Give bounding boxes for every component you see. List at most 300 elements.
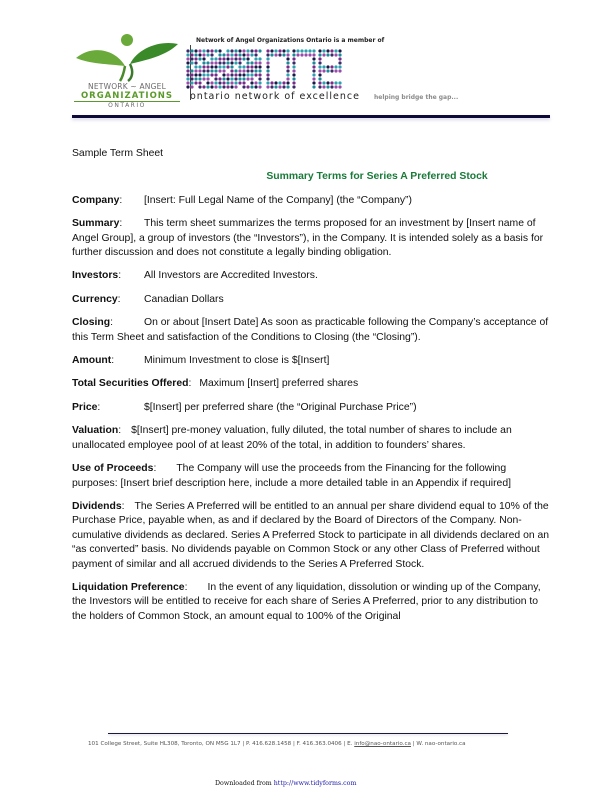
logo-dot: [330, 85, 333, 88]
logo-dot: [296, 53, 299, 56]
logo-dot: [254, 65, 257, 68]
logo-dot: [286, 61, 289, 64]
logo-dot: [238, 73, 241, 76]
tagline: helping bridge the gap...: [374, 94, 459, 101]
logo-dot: [246, 73, 249, 76]
logo-dot: [254, 73, 257, 76]
term-value: All Investors are Accredited Investors.: [144, 270, 318, 282]
logo-dot: [190, 73, 193, 76]
term-value: Minimum Investment to close is $[Insert]: [144, 355, 330, 367]
logo-dot: [186, 65, 189, 68]
logo-dot: [326, 69, 329, 72]
footer-address-text: 101 College Street, Suite HL308, Toronto, ON M5G 1L7 | P. 416.628.1458 | F. 416.363.0406 | E.: [88, 741, 355, 747]
logo-dot: [326, 81, 329, 84]
logo-dot: [242, 73, 245, 76]
term-label: Currency:: [72, 293, 121, 305]
logo-dot: [254, 49, 257, 52]
logo-dot: [202, 57, 205, 60]
logo-dot: [186, 53, 189, 56]
logo-dot: [214, 49, 217, 52]
logo-dot: [292, 81, 295, 84]
logo-dot: [226, 61, 229, 64]
nao-logo-line1: NETWORK ~ ANGEL: [88, 82, 166, 91]
logo-dot: [338, 69, 341, 72]
term-label-text: Closing: [72, 317, 111, 329]
logo-dot: [222, 81, 225, 84]
logo-dot: [206, 65, 209, 68]
logo-dot: [230, 61, 233, 64]
logo-dot: [186, 49, 189, 52]
logo-dot: [230, 73, 233, 76]
logo-dot: [222, 77, 225, 80]
logo-dot: [230, 53, 233, 56]
logo-dot: [338, 53, 341, 56]
logo-dot: [226, 65, 229, 68]
logo-dot: [202, 69, 205, 72]
logo-dot: [334, 69, 337, 72]
logo-dot: [254, 53, 257, 56]
logo-dot: [194, 81, 197, 84]
logo-dot: [242, 65, 245, 68]
logo-dot: [266, 49, 269, 52]
logo-dot: [210, 57, 213, 60]
logo-dot: [186, 73, 189, 76]
logo-dot: [234, 57, 237, 60]
logo-dot: [258, 65, 261, 68]
logo-dot: [194, 65, 197, 68]
logo-dot: [234, 85, 237, 88]
logo-dot: [206, 53, 209, 56]
logo-dot: [246, 77, 249, 80]
footer-email-link[interactable]: info@nao-ontario.ca: [354, 741, 411, 747]
logo-dot: [292, 73, 295, 76]
term-value: The Series A Preferred will be entitled to an annual per share dividend equal to 10% of the Purchase Price, payable when, as and if declared by the Board of Directors of the Company. Non-cumulative dividends as declared. Series A Preferred Stock to participate in all dividends declared on an “as converted” basis. No dividends payable on Common Stock or any other Class of Preferred without payment of similar and all accrued dividends to the Series A Preferred Stock.: [72, 500, 550, 570]
logo-dot: [218, 77, 221, 80]
logo-dot: [326, 53, 329, 56]
term-label: Dividends:: [72, 500, 125, 512]
logo-dot: [318, 49, 321, 52]
logo-dot: [312, 57, 315, 60]
logo-dot: [330, 65, 333, 68]
logo-dot: [194, 53, 197, 56]
logo-dot: [222, 57, 225, 60]
logo-dot: [238, 57, 241, 60]
logo-dot: [202, 61, 205, 64]
downloaded-prefix: Downloaded from: [215, 780, 274, 787]
logo-dot: [210, 85, 213, 88]
term-section: [72, 269, 552, 283]
logo-dot: [254, 61, 257, 64]
term-label-text: Total Securities Offered: [72, 378, 189, 390]
logo-dot: [318, 69, 321, 72]
logo-dot: [334, 85, 337, 88]
logo-dot: [222, 61, 225, 64]
logo-dot: [202, 77, 205, 80]
logo-dot: [238, 61, 241, 64]
logo-dot: [194, 49, 197, 52]
logo-dot: [198, 53, 201, 56]
logo-dot: [292, 65, 295, 68]
logo-dot: [334, 65, 337, 68]
logo-dot: [186, 69, 189, 72]
logo-dot: [230, 65, 233, 68]
logo-dot: [286, 53, 289, 56]
one-subtitle: ontario network of excellence: [190, 91, 360, 102]
logo-dot: [266, 85, 269, 88]
logo-dot: [278, 85, 281, 88]
logo-dot: [312, 61, 315, 64]
logo-dot: [338, 85, 341, 88]
term-value: The Company will use the proceeds from the Financing for the following purposes: [Insert brief description here, include a more detailed table in an Appendix if required]: [72, 463, 511, 489]
logo-dot: [318, 57, 321, 60]
logo-dot: [246, 61, 249, 64]
logo-dot: [326, 49, 329, 52]
term-label: Amount:: [72, 355, 115, 367]
logo-dot: [226, 81, 229, 84]
term-section: [72, 377, 552, 391]
logo-dot: [258, 61, 261, 64]
logo-dot: [300, 53, 303, 56]
term-label: Company:: [72, 194, 123, 206]
logo-dot: [246, 69, 249, 72]
logo-dot: [270, 49, 273, 52]
logo-dot: [242, 69, 245, 72]
logo-dot: [318, 77, 321, 80]
logo-dot: [210, 65, 213, 68]
logo-dot: [250, 69, 253, 72]
logo-dot: [210, 53, 213, 56]
logo-dot: [194, 57, 197, 60]
logo-dot: [286, 65, 289, 68]
term-value: Canadian Dollars: [144, 293, 224, 305]
logo-dot: [198, 65, 201, 68]
logo-dot: [226, 73, 229, 76]
document-title: Summary Terms for Series A Preferred Stock: [266, 171, 488, 183]
logo-dot: [266, 73, 269, 76]
downloaded-from: [215, 780, 356, 787]
logo-dot: [202, 49, 205, 52]
member-text: Network of Angel Organizations Ontario is a member of: [196, 37, 385, 44]
logo-dot: [318, 53, 321, 56]
logo-dot: [266, 65, 269, 68]
logo-dot: [266, 77, 269, 80]
logo-dot: [218, 69, 221, 72]
logo-dot: [278, 53, 281, 56]
logo-dot: [282, 53, 285, 56]
logo-dot: [190, 53, 193, 56]
logo-dot: [226, 53, 229, 56]
one-logo: [186, 48, 356, 90]
logo-dot: [292, 49, 295, 52]
logo-dot: [234, 61, 237, 64]
logo-dot: [186, 57, 189, 60]
logo-dot: [250, 81, 253, 84]
logo-dot: [338, 49, 341, 52]
term-section: [72, 354, 552, 368]
logo-dot: [210, 49, 213, 52]
term-label: Valuation:: [72, 425, 122, 437]
logo-dot: [308, 49, 311, 52]
logo-dot: [266, 61, 269, 64]
logo-dot: [230, 81, 233, 84]
term-section: [72, 293, 552, 307]
logo-dot: [266, 81, 269, 84]
term-value: [Insert: Full Legal Name of the Company] (the “Company”): [144, 194, 412, 206]
logo-dot: [214, 65, 217, 68]
logo-dot: [234, 77, 237, 80]
logo-dot: [270, 81, 273, 84]
document-body: [72, 147, 552, 624]
downloaded-url-link[interactable]: http://www.tidyforms.com: [273, 780, 357, 787]
logo-dot: [266, 69, 269, 72]
logo-dot: [230, 57, 233, 60]
logo-dot: [312, 49, 315, 52]
logo-dot: [292, 57, 295, 60]
logo-dot: [338, 65, 341, 68]
logo-dot: [246, 49, 249, 52]
document-label: Sample Term Sheet: [72, 148, 164, 159]
logo-dot: [234, 69, 237, 72]
logo-dot: [242, 53, 245, 56]
logo-dot: [304, 49, 307, 52]
logo-dot: [206, 77, 209, 80]
logo-dot: [250, 53, 253, 56]
logo-dot: [194, 77, 197, 80]
logo-dot: [222, 73, 225, 76]
logo-dot: [242, 81, 245, 84]
logo-dot: [338, 81, 341, 84]
logo-dot: [330, 53, 333, 56]
logo-dot: [286, 69, 289, 72]
logo-dot: [194, 61, 197, 64]
footer-rule: [108, 733, 508, 734]
term-label-text: Company: [72, 194, 120, 206]
logo-dot: [312, 77, 315, 80]
logo-dot: [334, 53, 337, 56]
term-label: Total Securities Offered:: [72, 378, 192, 390]
logo-dot: [274, 49, 277, 52]
logo-dot: [218, 53, 221, 56]
term-label-text: Investors: [72, 270, 119, 282]
logo-dot: [202, 73, 205, 76]
logo-dot: [330, 81, 333, 84]
term-label-text: Summary: [72, 218, 120, 230]
logo-dot: [202, 65, 205, 68]
logo-dot: [246, 53, 249, 56]
logo-dot: [322, 69, 325, 72]
logo-dot: [218, 61, 221, 64]
logo-dot: [238, 65, 241, 68]
logo-dot: [190, 61, 193, 64]
logo-dot: [234, 53, 237, 56]
logo-dot: [218, 49, 221, 52]
logo-dot: [282, 81, 285, 84]
footer-address: [88, 741, 466, 747]
logo-dot: [210, 73, 213, 76]
term-section: [72, 462, 552, 491]
logo-dot: [214, 85, 217, 88]
logo-dot: [214, 57, 217, 60]
logo-dot: [230, 85, 233, 88]
logo-dot: [214, 69, 217, 72]
logo-dot: [234, 73, 237, 76]
logo-dot: [322, 65, 325, 68]
logo-dot: [198, 57, 201, 60]
term-label: Liquidation Preference:: [72, 581, 188, 593]
logo-dot: [274, 85, 277, 88]
logo-dot: [206, 61, 209, 64]
logo-dot: [250, 77, 253, 80]
logo-dot: [304, 53, 307, 56]
term-value: In the event of any liquidation, dissolution or winding up of the Company, the Investors will be entitled to receive for each share of Series A Preferred, prior to any distribution to the holders of Common Stock, an amount equal to 100% of the Original: [72, 581, 541, 622]
logo-dot: [296, 49, 299, 52]
logo-dot: [242, 49, 245, 52]
logo-dot: [312, 73, 315, 76]
term-label-text: Liquidation Preference: [72, 581, 185, 593]
term-section: [72, 194, 552, 208]
logo-dot: [206, 73, 209, 76]
logo-dot: [258, 77, 261, 80]
term-section: [72, 217, 552, 260]
logo-dot: [312, 65, 315, 68]
logo-dot: [230, 77, 233, 80]
logo-dot: [186, 85, 189, 88]
logo-dot: [222, 53, 225, 56]
logo-dot: [190, 77, 193, 80]
logo-dot: [330, 69, 333, 72]
logo-dot: [214, 73, 217, 76]
term-value: $[Insert] pre-money valuation, fully diluted, the total number of shares to include an unallocated employee pool of at least 20% of the total, in addition to founders’ shares.: [72, 425, 512, 451]
logo-dot: [292, 61, 295, 64]
logo-dot: [318, 85, 321, 88]
term-value: This term sheet summarizes the terms proposed for an investment by [Insert name of Angel Group], a group of investors (the “Investors”), in the Company. It is intended solely as a basis for further discussion and does not constitute a legally binding obligation.: [72, 218, 544, 259]
logo-dot: [286, 73, 289, 76]
nao-logo-line2: ORGANIZATIONS: [74, 91, 180, 102]
term-sections: [72, 194, 552, 624]
logo-dot: [312, 85, 315, 88]
logo-dot: [250, 85, 253, 88]
header-rule: [72, 115, 550, 118]
logo-dot: [218, 81, 221, 84]
logo-dot: [326, 65, 329, 68]
logo-dot: [234, 81, 237, 84]
logo-dot: [258, 85, 261, 88]
logo-dot: [206, 81, 209, 84]
logo-dot: [322, 49, 325, 52]
logo-dot: [270, 85, 273, 88]
logo-dot: [222, 65, 225, 68]
logo-dot: [274, 81, 277, 84]
term-label-text: Amount: [72, 355, 112, 367]
term-label: Use of Proceeds:: [72, 463, 157, 475]
nao-logo: [68, 30, 186, 108]
logo-dot: [214, 81, 217, 84]
logo-dot: [218, 57, 221, 60]
logo-dot: [338, 57, 341, 60]
term-label: Closing:: [72, 317, 113, 329]
logo-dot: [286, 85, 289, 88]
logo-dot: [218, 65, 221, 68]
term-label: Investors:: [72, 270, 122, 282]
logo-dot: [278, 49, 281, 52]
logo-dot: [226, 57, 229, 60]
logo-dot: [250, 49, 253, 52]
logo-dot: [238, 53, 241, 56]
logo-dot: [308, 53, 311, 56]
logo-dot: [330, 49, 333, 52]
term-section: [72, 581, 552, 624]
logo-dot: [254, 57, 257, 60]
logo-dot: [286, 57, 289, 60]
logo-dot: [210, 61, 213, 64]
logo-dot: [226, 49, 229, 52]
nao-logo-line3: ONTARIO: [108, 102, 146, 109]
logo-dot: [186, 61, 189, 64]
logo-dot: [218, 85, 221, 88]
term-label-text: Use of Proceeds: [72, 463, 154, 475]
logo-dot: [234, 49, 237, 52]
logo-dot: [190, 49, 193, 52]
logo-dot: [258, 57, 261, 60]
logo-dot: [214, 77, 217, 80]
logo-dot: [206, 69, 209, 72]
logo-dot: [238, 49, 241, 52]
term-section: [72, 500, 552, 572]
logo-dot: [242, 77, 245, 80]
logo-dot: [318, 61, 321, 64]
logo-dot: [190, 69, 193, 72]
logo-dot: [318, 65, 321, 68]
logo-dot: [292, 77, 295, 80]
term-section: [72, 316, 552, 345]
logo-dot: [326, 85, 329, 88]
logo-dot: [266, 57, 269, 60]
logo-dot: [246, 57, 249, 60]
term-label-text: Currency: [72, 293, 118, 305]
logo-dot: [250, 61, 253, 64]
logo-dot: [322, 53, 325, 56]
logo-dot: [292, 85, 295, 88]
logo-dot: [202, 53, 205, 56]
logo-dot: [334, 81, 337, 84]
logo-dot: [242, 57, 245, 60]
logo-dot: [214, 61, 217, 64]
footer-website: | W. nao-ontario.ca: [410, 741, 466, 747]
logo-dot: [242, 85, 245, 88]
logo-dot: [258, 69, 261, 72]
logo-dot: [210, 81, 213, 84]
logo-dot: [206, 85, 209, 88]
logo-dot: [338, 61, 341, 64]
logo-dot: [270, 53, 273, 56]
logo-dot: [198, 49, 201, 52]
term-label: Summary:: [72, 218, 123, 230]
logo-dot: [282, 49, 285, 52]
logo-dot: [312, 53, 315, 56]
logo-dot: [202, 85, 205, 88]
logo-dot: [258, 73, 261, 76]
logo-dot: [258, 81, 261, 84]
logo-dot: [186, 77, 189, 80]
logo-dot: [254, 69, 257, 72]
logo-dot: [222, 85, 225, 88]
logo-dot: [278, 81, 281, 84]
logo-dot: [266, 53, 269, 56]
logo-dot: [258, 49, 261, 52]
logo-dot: [238, 77, 241, 80]
logo-dot: [190, 85, 193, 88]
logo-dot: [194, 69, 197, 72]
